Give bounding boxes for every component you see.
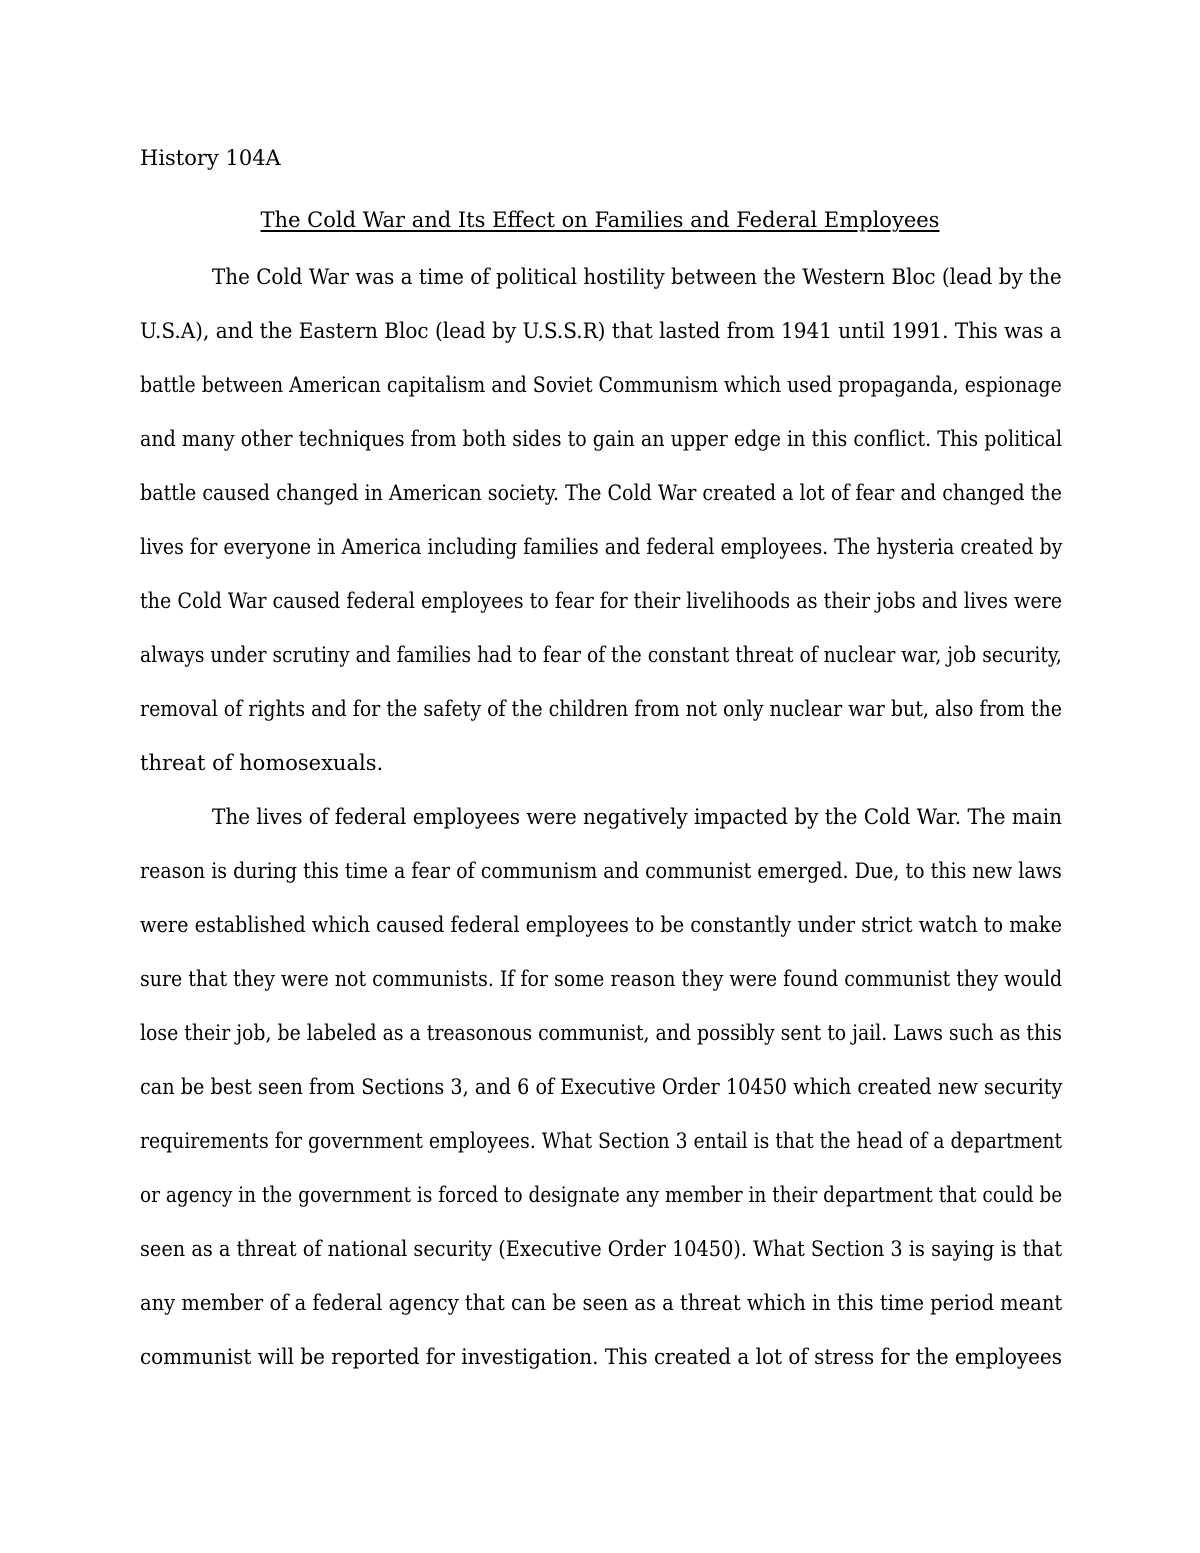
paragraph-1-line-4: and many other techniques from both sides to gain an upper edge in this conflict. This political [140,427,1063,451]
essay-title-text: The Cold War and Its Effect on Families and Federal Employees [260,208,940,232]
essay-title [0,206,1200,234]
paragraph-1-line-3: battle between American capitalism and Soviet Communism which used propaganda, espionage [140,373,1062,397]
paragraph-1-line-1: The Cold War was a time of political hostility between the Western Bloc (lead by the [212,265,1062,289]
paragraph-1-line-7: the Cold War caused federal employees to fear for their livelihoods as their jobs and lives were [140,589,1063,613]
paragraph-2-line-1: The lives of federal employees were negatively impacted by the Cold War. The main [212,805,1063,829]
paragraph-1-line-5: battle caused changed in American society. The Cold War created a lot of fear and changed the [140,481,1062,505]
paragraph-2-line-8: or agency in the government is forced to designate any member in their department that could be [140,1183,1063,1207]
paragraph-2-line-5: lose their job, be labeled as a treasonous communist, and possibly sent to jail. Laws such as this [140,1021,1062,1045]
course-heading: History 104A [140,146,281,170]
paragraph-2-line-11: communist will be reported for investigation. This created a lot of stress for the employees [140,1345,1062,1369]
paragraph-2-line-4: sure that they were not communists. If for some reason they were found communist they would [140,967,1063,991]
paragraph-1-line-10: threat of homosexuals. [140,751,384,775]
paragraph-2-line-6: can be best seen from Sections 3, and 6 of Executive Order 10450 which created new security [140,1075,1063,1099]
paragraph-2-line-2: reason is during this time a fear of communism and communist emerged. Due, to this new laws [140,859,1062,883]
paragraph-2-line-10: any member of a federal agency that can be seen as a threat which in this time period meant [140,1291,1063,1315]
paragraph-2-line-3: were established which caused federal employees to be constantly under strict watch to make [140,913,1062,937]
paragraph-2-line-7: requirements for government employees. What Section 3 entail is that the head of a department [140,1129,1063,1153]
paragraph-1-line-8: always under scrutiny and families had to fear of the constant threat of nuclear war, job security, [140,643,1062,667]
paragraph-2-line-9: seen as a threat of national security (Executive Order 10450). What Section 3 is saying is that [140,1237,1063,1261]
paragraph-1-line-6: lives for everyone in America including families and federal employees. The hysteria created by [140,535,1063,559]
paragraph-1-line-9: removal of rights and for the safety of the children from not only nuclear war but, also from the [140,697,1062,721]
paragraph-1-line-2: U.S.A), and the Eastern Bloc (lead by U.S.S.R) that lasted from 1941 until 1991. This was a [140,319,1062,343]
